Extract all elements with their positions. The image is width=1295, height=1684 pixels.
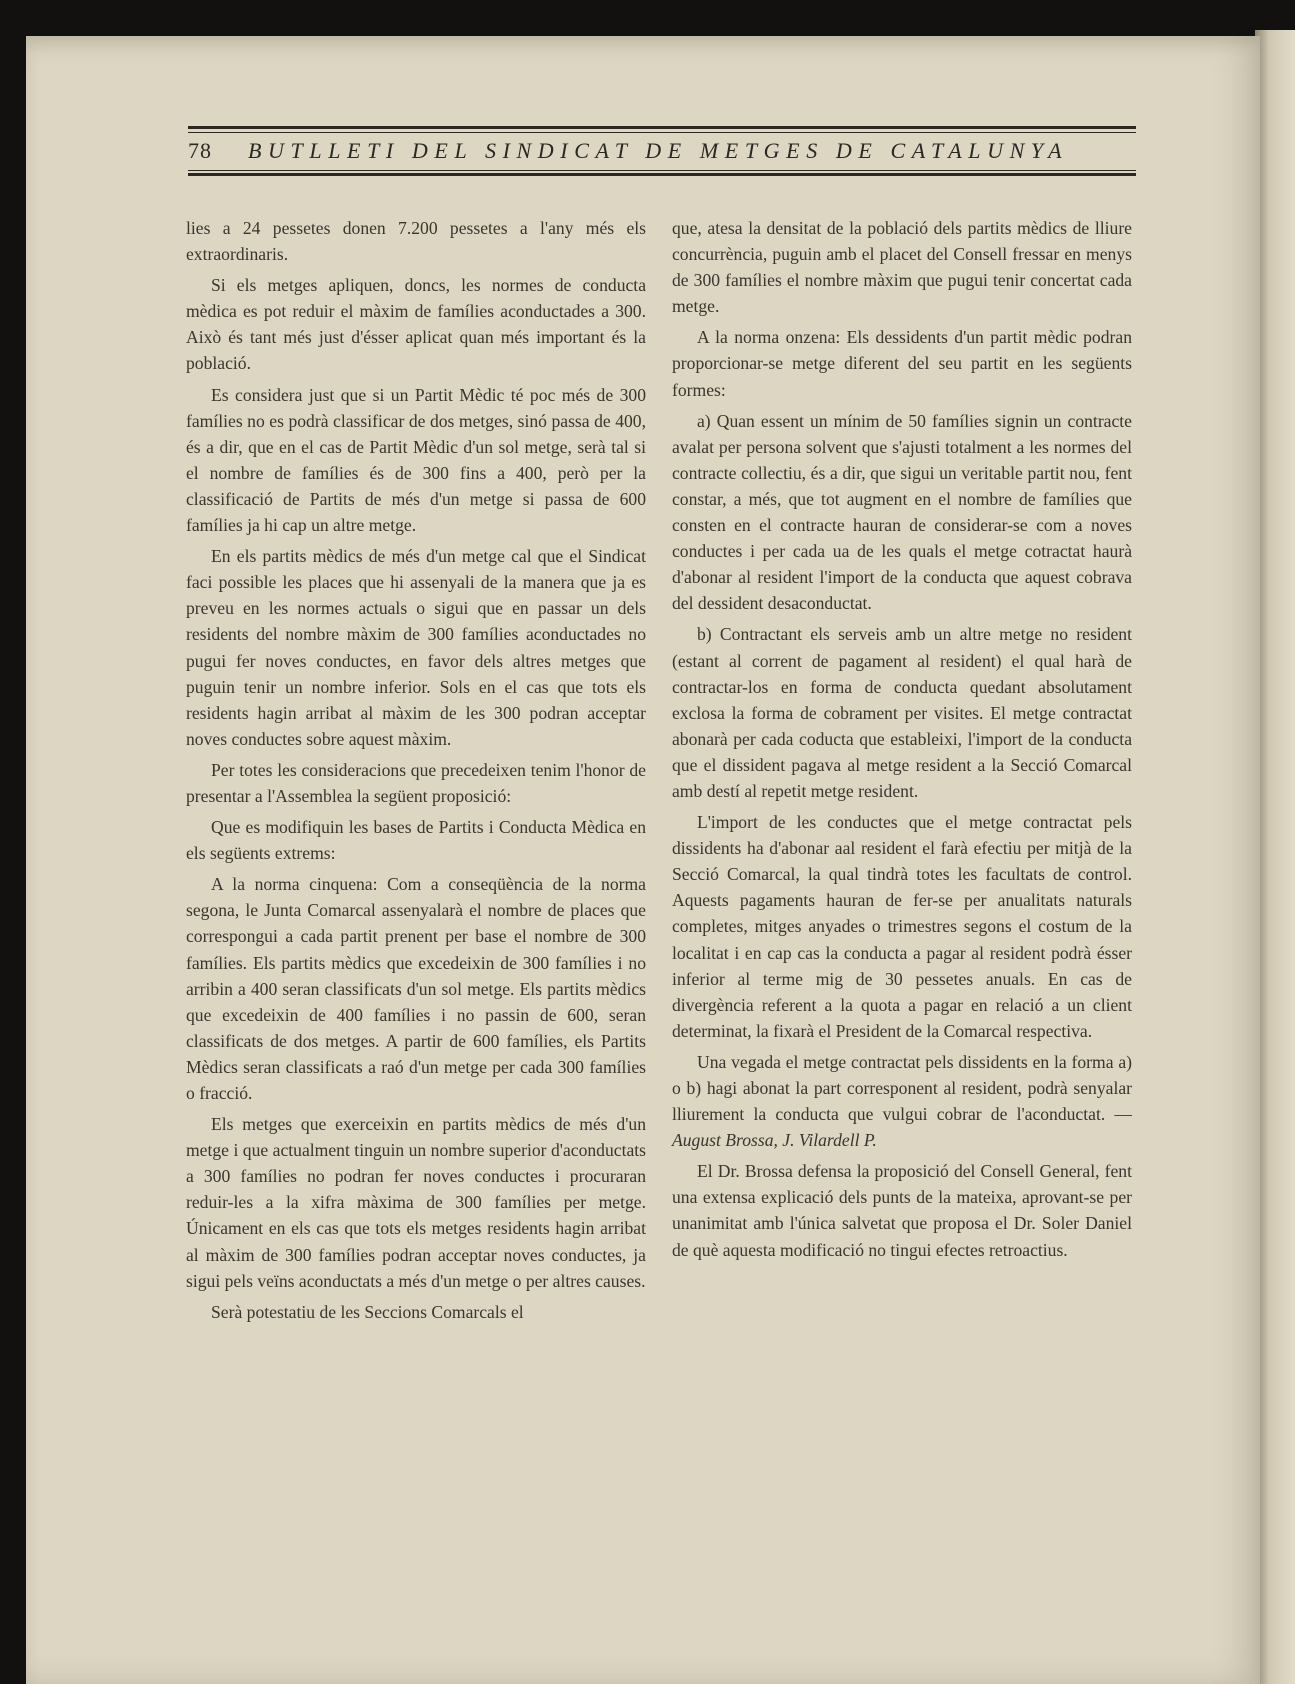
- next-page-edge: [1255, 30, 1295, 1684]
- left-column: [186, 215, 646, 1325]
- right-column: [672, 215, 1132, 1263]
- paragraph: lies a 24 pessetes donen 7.200 pessetes a l'any més els extraordinaris.: [186, 218, 646, 265]
- header-rule-bottom: [188, 173, 1136, 176]
- paragraph: a) Quan essent un mínim de 50 famílies signin un contracte avalat per persona solvent que s'ajusti totalment a les normes del contracte collectiu, és a dir, que sigui un veritable partit nou, fent constar, a més, que tot augment en el nombre de famílies que consten en el contracte hauran de considerar-se com a noves conductes i per cada ua de les quals el metge cotractat haurà d'abonar al resident l'import de la conducta que aquest cobrava del dessident desaconductat.: [672, 410, 1132, 614]
- paragraph-with-signature: [672, 1049, 1132, 1153]
- paragraph: Els metges que exerceixin en partits mèdics de més d'un metge i que actualment tinguin un nombre superior d'aconductats a 300 famílies no podran fer noves conductes i procuraran reduir-les a la xifra màxima de 300 famílies per metge. Únicament en els cas que tots els metges residents hagin arribat al màxim de 300 famílies podran acceptar noves conductes, ja sigui pels veïns aconductats a més d'un metge o per altres causes.: [186, 1114, 646, 1291]
- paragraph: El Dr. Brossa defensa la proposició del Consell General, fent una extensa explicació dels punts de la mateixa, aprovant-se per unanimitat amb l'única salvetat que proposa el Dr. Soler Daniel de què aquesta modificació no tingui efectes retroactius.: [672, 1161, 1132, 1260]
- paragraph: Que es modifiquin les bases de Partits i Conducta Mèdica en els següents extrems:: [186, 817, 646, 864]
- paragraph: Per totes les consideracions que precedeixen tenim l'honor de presentar a l'Assemblea la següent proposició:: [186, 759, 646, 806]
- page-header: [188, 124, 1136, 176]
- paragraph: L'import de les conductes que el metge contractat pels dissidents ha d'abonar aal resident el farà efectiu per mitjà de la Secció Comarcal, la qual tindrà totes les facultats de control. Aquests pagaments hauran de fer-se per anualitats naturals completes, mitges anyades o trimestres segons el costum de la localitat i en cap cas la conducta a pagar al resident podrà ésser inferior al terme mig de 30 pessetes anuals. En cas de divergència referent a la quota a pagar en relació a un client determinat, la fixarà el President de la Comarcal respectiva.: [672, 812, 1132, 1041]
- header-rule-top-thin: [188, 132, 1136, 133]
- paragraph: En els partits mèdics de més d'un metge cal que el Sindicat faci possible les places que hi assenyali de la manera que ja es preveu en les normes actuals o sigui que en passar un dels residents del nombre màxim de 300 famílies aconductades no pugui fer noves conductes, en favor dels altres metges que puguin tenir un nombre inferior. Sols en el cas que tots els residents hagin arribat al màxim de les 300 podran acceptar noves conductes sobre aquest màxim.: [186, 546, 646, 749]
- running-title: BUTLLETI DEL SINDICAT DE METGES DE CATALUNYA: [248, 138, 1069, 163]
- paragraph: b) Contractant els serveis amb un altre metge no resident (estant al corrent de pagament al resident) el qual harà de contractar-los en forma de conducta quedant absolutament exclosa la forma de cobrament per visites. El metge contractat abonarà per cada coducta que estableixi, l'import de la conducta que el dissident pagava al metge resident a la Secció Comarcal amb destí al repetit metge resident.: [672, 624, 1132, 801]
- paragraph: que, atesa la densitat de la població dels partits mèdics de lliure concurrència, puguin amb el placet del Consell fressar en menys de 300 famílies el nombre màxim que pugui tenir concertat cada metge.: [672, 218, 1132, 317]
- page-number: 78: [188, 138, 212, 163]
- header-rule-bottom-thin: [188, 170, 1136, 171]
- header-rule-top: [188, 126, 1136, 129]
- proposal-closing-text: Una vegada el metge contractat pels dissidents en la forma a) o b) hagi abonat la part corresponent al resident, podrà senyalar lliurement la conducta que vulgui cobrar de l'aconductat. —: [672, 1051, 1132, 1125]
- paragraph: Si els metges apliquen, doncs, les normes de conducta mèdica es pot reduir el màxim de famílies aconductades a 300. Això és tant més just d'ésser aplicat quan més important és la població.: [186, 275, 646, 374]
- paragraph: Es considera just que si un Partit Mèdic té poc més de 300 famílies no es podrà classificar de dos metges, sinó passa de 400, és a dir, que en el cas de Partit Mèdic d'un sol metge, serà tal si el nombre de famílies és de 300 fins a 400, però per la classificació de Partits de més d'un metge si passa de 600 famílies ja hi cap un altre metge.: [186, 384, 646, 536]
- authors-signature: August Brossa, J. Vilardell P.: [672, 1130, 877, 1151]
- paragraph: A la norma cinquena: Com a conseqüència de la norma segona, le Junta Comarcal assenyalarà el nombre de places que correspongui a cada partit prenent per base el nombre de 300 famílies. Els partits mèdics que excedeixin de 300 famílies i no arribin a 400 seran classificats d'un sol metge. Els partits mèdics que excedeixin de 400 famílies i no passin de 600, seran classificats de dos metges. A partir de 600 famílies, els Partits Mèdics seran classificats a raó d'un metge per cada 300 famílies o fracció.: [186, 874, 646, 1103]
- paragraph: Serà potestatiu de les Seccions Comarcals el: [211, 1301, 524, 1322]
- paragraph: A la norma onzena: Els dessidents d'un partit mèdic podran proporcionar-se metge diferent del seu partit en les següents formes:: [672, 327, 1132, 400]
